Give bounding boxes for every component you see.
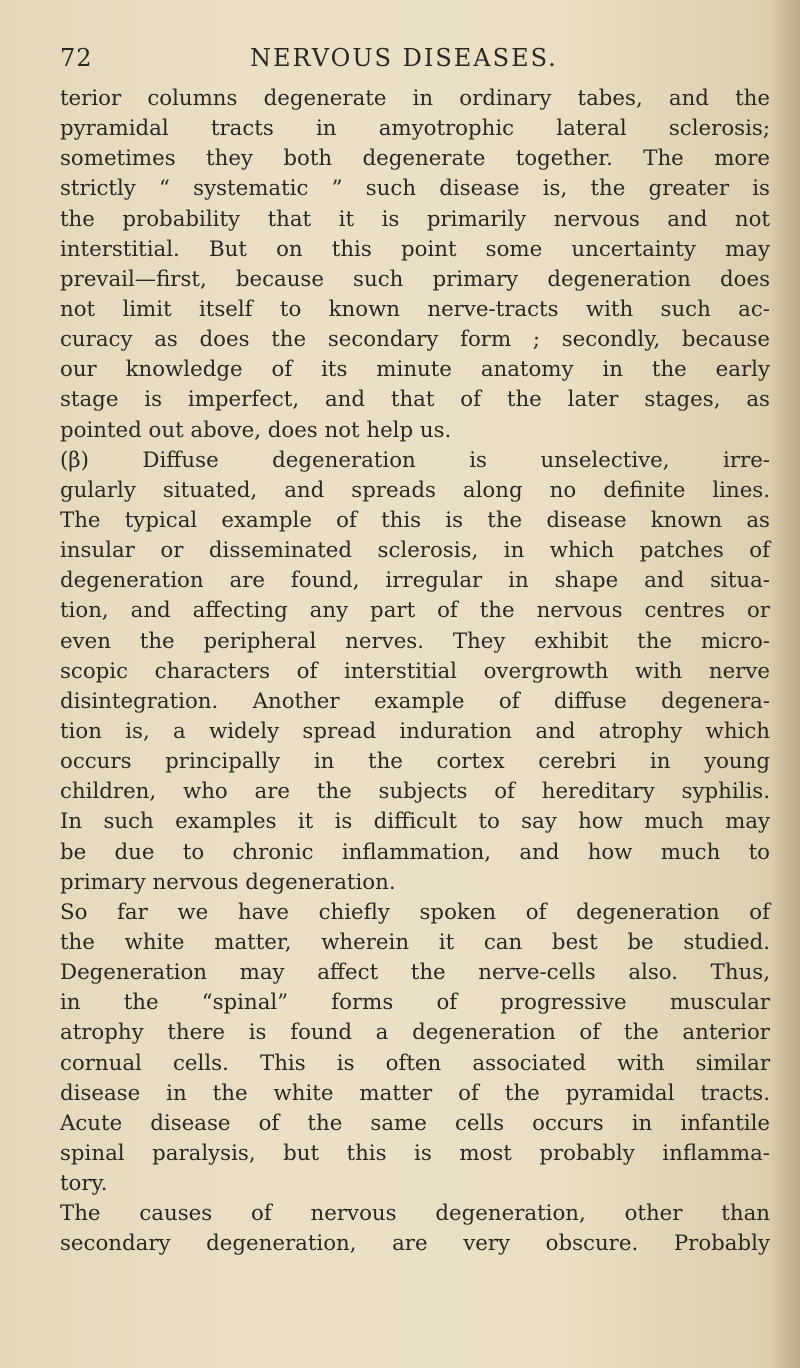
page-header xyxy=(0,36,800,76)
page-edge-shadow xyxy=(770,0,800,1368)
text-line: Degeneration may affect the nerve-cells also. Thus, xyxy=(60,960,770,986)
text-line: curacy as does the secondary form ; secondly, because xyxy=(60,327,770,353)
text-line: interstitial. But on this point some uncertainty may xyxy=(60,236,770,262)
text-line: The typical example of this is the disease known as xyxy=(60,507,770,533)
text-line: not limit itself to known nerve-tracts with such ac- xyxy=(60,296,770,322)
text-line: our knowledge of its minute anatomy in the early xyxy=(60,357,770,383)
text-line: atrophy there is found a degeneration of the anterior xyxy=(60,1020,770,1046)
text-line: be due to chronic inflammation, and how much to xyxy=(60,839,770,865)
text-line: insular or disseminated sclerosis, in which patches of xyxy=(60,538,770,564)
text-line: tory. xyxy=(60,1171,108,1197)
text-line: (β) Diffuse degeneration is unselective, irre- xyxy=(60,447,770,473)
text-line: even the peripheral nerves. They exhibit the micro- xyxy=(60,628,770,654)
page-number: 72 xyxy=(60,44,93,72)
text-line: terior columns degenerate in ordinary tabes, and the xyxy=(60,86,770,111)
text-line: So far we have chiefly spoken of degeneration of xyxy=(60,899,770,925)
text-line: scopic characters of interstitial overgrowth with nerve xyxy=(60,658,770,684)
text-line: pyramidal tracts in amyotrophic lateral sclerosis; xyxy=(60,116,770,142)
text-line: primary nervous degeneration. xyxy=(60,869,396,895)
body-text xyxy=(60,84,770,1259)
text-line: pointed out above, does not help us. xyxy=(60,417,452,443)
text-line: disintegration. Another example of diffuse degenera- xyxy=(60,688,770,714)
text-line: occurs principally in the cortex cerebri in young xyxy=(60,749,770,775)
text-line: in the “spinal” forms of progressive muscular xyxy=(60,990,770,1016)
text-line: prevail—first, because such primary degeneration does xyxy=(60,266,770,292)
text-line: tion is, a widely spread induration and atrophy which xyxy=(60,718,770,744)
text-line: stage is imperfect, and that of the later stages, as xyxy=(60,387,770,413)
text-line: The causes of nervous degeneration, other than xyxy=(60,1201,770,1227)
text-line: Acute disease of the same cells occurs in infantile xyxy=(60,1110,770,1136)
text-line: sometimes they both degenerate together. The more xyxy=(60,146,770,172)
running-head: NERVOUS DISEASES. xyxy=(250,44,558,72)
text-line: strictly “ systematic ” such disease is, the greater is xyxy=(60,176,770,202)
text-line: tion, and affecting any part of the nervous centres or xyxy=(60,598,770,624)
text-line: the probability that it is primarily nervous and not xyxy=(60,206,770,232)
text-line: cornual cells. This is often associated with similar xyxy=(60,1050,770,1076)
text-line: disease in the white matter of the pyramidal tracts. xyxy=(60,1080,770,1106)
text-line: secondary degeneration, are very obscure. Probably xyxy=(60,1231,770,1257)
text-line: gularly situated, and spreads along no definite lines. xyxy=(60,477,770,503)
text-line: degeneration are found, irregular in shape and situa- xyxy=(60,568,770,594)
text-line: children, who are the subjects of hereditary syphilis. xyxy=(60,779,770,805)
text-line: In such examples it is difficult to say how much may xyxy=(60,809,770,835)
text-line: the white matter, wherein it can best be studied. xyxy=(60,929,770,955)
text-line: spinal paralysis, but this is most probably inflamma- xyxy=(60,1140,770,1166)
